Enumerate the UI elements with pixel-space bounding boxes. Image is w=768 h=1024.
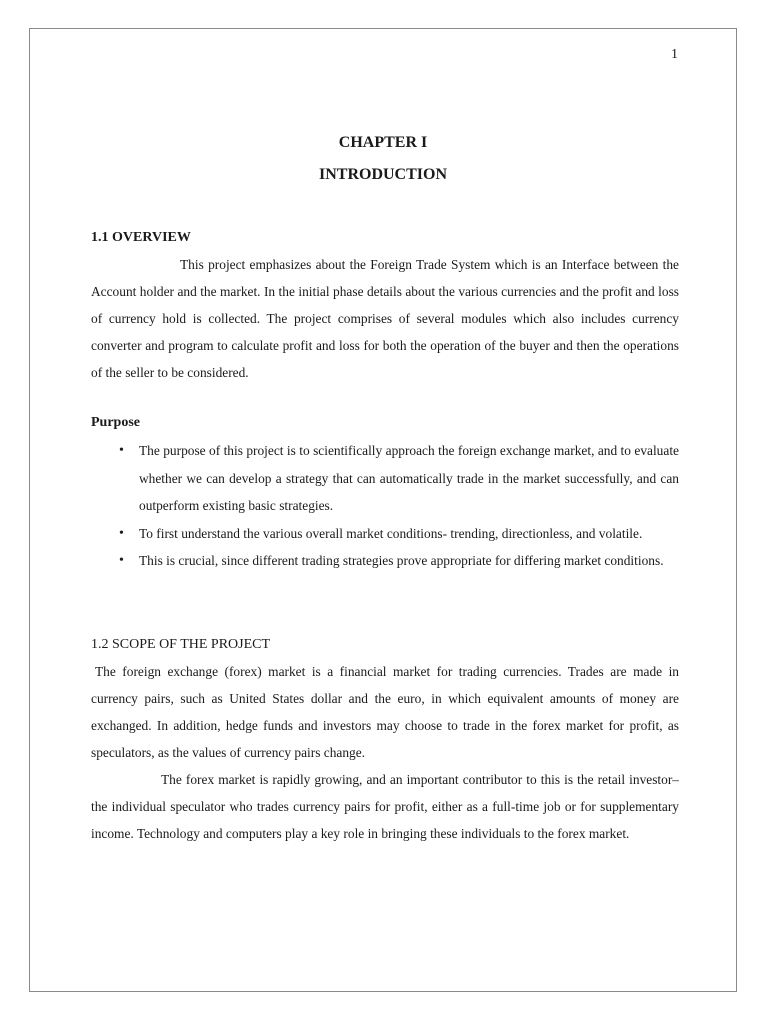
scope-heading: 1.2 SCOPE OF THE PROJECT — [91, 637, 271, 652]
bullet-icon: • — [119, 443, 124, 458]
bullet-icon: • — [119, 525, 124, 541]
list-item — [91, 520, 679, 548]
overview-heading: 1.1 OVERVIEW — [91, 230, 191, 245]
chapter-title: INTRODUCTION — [318, 166, 447, 183]
purpose-list — [91, 437, 679, 575]
purpose-heading: Purpose — [91, 415, 140, 430]
chapter-number: CHAPTER I — [338, 134, 428, 151]
overview-section — [91, 224, 679, 386]
document-page — [29, 28, 737, 992]
list-item — [91, 437, 679, 520]
bullet-icon: • — [119, 553, 124, 568]
scope-paragraph-2: The forex market is rapidly growing, and an important contributor to this is the retail investor– the individual speculator who trades currency pairs for profit, either as a full-time job or for supplementary income. Technology and computers play a key role in bringing these individuals to the forex market. — [91, 772, 679, 841]
scope-section — [91, 631, 679, 847]
overview-paragraph: This project emphasizes about the Foreign Trade System which is an Interface between the Account holder and the market. In the initial phase details about the various currencies and the profit and loss of currency hold is collected. The project comprises of several modules which also includes currency converter and program to calculate profit and loss for both the operation of the buyer and then the operations of the seller to be considered. — [91, 257, 679, 380]
page-number: 1 — [671, 47, 678, 62]
chapter-heading — [30, 127, 736, 191]
list-item-text: The purpose of this project is to scientifically approach the foreign exchange market, and to evaluate whether we can develop a strategy that can automatically trade in the market successfully, and can outperform existing basic strategies. — [139, 443, 679, 513]
list-item-text: To first understand the various overall market conditions- trending, directionless, and volatile. — [139, 525, 643, 541]
scope-paragraph-1: The foreign exchange (forex) market is a financial market for trading currencies. Trades are made in currency pairs, such as United States dollar and the euro, in which equivalent amounts of money are exchanged. In addition, hedge funds and investors may choose to trade in the forex market for profit, as speculators, as the values of currency pairs change. — [91, 664, 679, 760]
list-item — [91, 547, 679, 575]
list-item-text: This is crucial, since different trading strategies prove appropriate for differing market conditions. — [139, 553, 664, 568]
purpose-section — [91, 409, 679, 575]
